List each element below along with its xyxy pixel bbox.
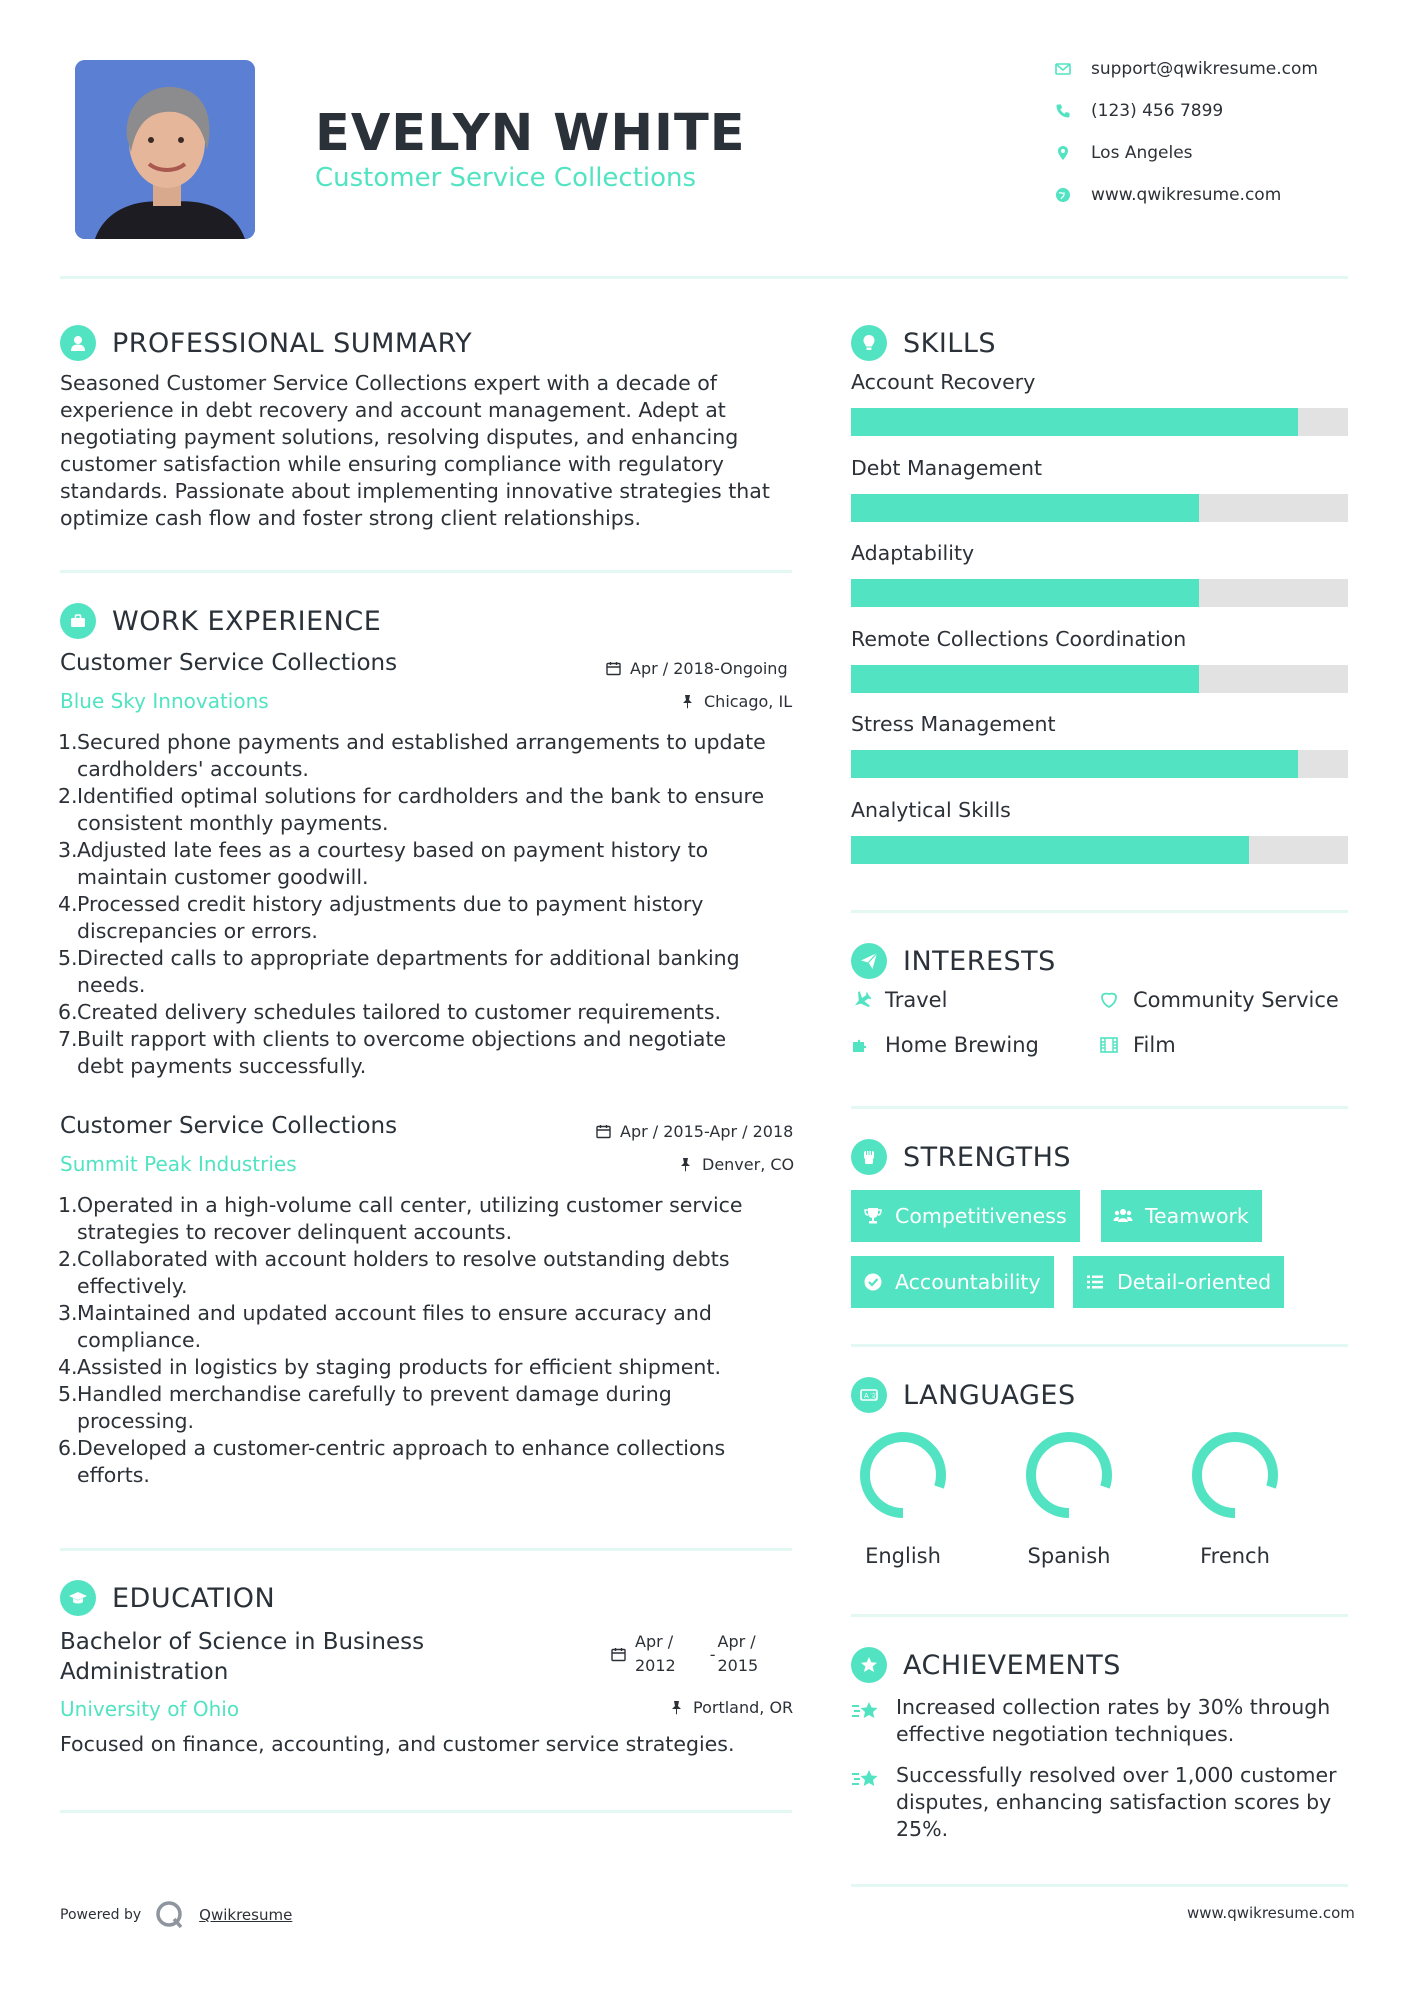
list-item (58, 891, 800, 945)
interests-divider (851, 1106, 1348, 1109)
summary-heading (60, 323, 472, 363)
language-label: French (1200, 1544, 1270, 1568)
header-divider (60, 276, 1348, 279)
job-1-duties (58, 729, 800, 1080)
skill-label: Stress Management (851, 712, 1056, 736)
list-item-text: Collaborated with account holders to resolve outstanding debts (77, 1247, 730, 1271)
list-item-number: 4. (58, 892, 78, 916)
footer-powered-by (60, 1900, 292, 1930)
list-item (58, 1192, 800, 1246)
list-item-text: Directed calls to appropriate departments for additional banking (77, 946, 740, 970)
strength-competitiveness-label: Competitiveness (895, 1204, 1067, 1228)
list-item (58, 783, 800, 837)
strength-accountability (851, 1256, 1054, 1308)
list-item-text-cont: strategies to recover delinquent accounts. (77, 1220, 513, 1244)
strength-detail-oriented-label: Detail-oriented (1117, 1270, 1272, 1294)
contact-location (1055, 138, 1375, 168)
qwikresume-logo-icon (155, 1900, 185, 1930)
list-item-text-cont: effectively. (77, 1274, 188, 1298)
skill-bar-fill (851, 836, 1249, 864)
lightbulb-icon (851, 325, 887, 361)
language-label: English (865, 1544, 941, 1568)
strengths-heading-text: STRENGTHS (903, 1141, 1072, 1173)
list-item (58, 729, 800, 783)
calendar-icon (596, 1124, 611, 1139)
job-2-location (678, 1155, 794, 1174)
job-2-location-text: Denver, CO (702, 1155, 795, 1174)
list-item-text-cont: efforts. (77, 1463, 150, 1487)
list-item-number: 1. (58, 730, 78, 754)
achievement-1-line1: Increased collection rates by 30% through (896, 1695, 1331, 1719)
briefcase-icon (60, 603, 96, 639)
interest-community-service-label: Community Service (1133, 988, 1339, 1012)
skill-label: Analytical Skills (851, 797, 1011, 822)
achievement-2 (851, 1762, 1351, 1843)
education-start (635, 1630, 676, 1678)
fist-icon (851, 1139, 887, 1175)
interest-film (1099, 1033, 1176, 1057)
summary-text: Seasoned Customer Service Collections expert with a decade of experience in debt recovery and account management. Adept at negotiating payment solutions, resolving disputes, and enhancing customer satisfaction while ensuring compliance with regulatory standards. Passionate about implementing innovative strategies that optimize cash flow and foster strong client relationships. (60, 371, 770, 530)
job-2-dates-text: Apr / 2015-Apr / 2018 (620, 1122, 794, 1141)
language-ring (858, 1430, 948, 1520)
job-2-company: Summit Peak Industries (60, 1152, 297, 1176)
shooting-star-icon (851, 1694, 896, 1748)
person-portrait-icon (75, 60, 255, 239)
list-item (58, 1246, 800, 1300)
job-2-dates (596, 1122, 793, 1141)
skill-bar (851, 408, 1348, 436)
list-item-number: 6. (58, 1000, 78, 1024)
list-item-number: 3. (58, 1301, 78, 1325)
list-item-number: 6. (58, 1436, 78, 1460)
email-icon (1055, 61, 1091, 77)
job-1-dates (606, 659, 788, 678)
interests-heading-text: INTERESTS (903, 945, 1056, 977)
interests-heading (851, 941, 1056, 981)
strengths-divider (851, 1344, 1348, 1347)
pushpin-icon (680, 694, 695, 709)
skill-label: Account Recovery (851, 370, 1036, 394)
skill-bar (851, 836, 1348, 864)
education-description: Focused on finance, accounting, and customer service strategies. (60, 1732, 735, 1756)
candidate-name: EVELYN WHITE (315, 104, 746, 163)
plane-icon (851, 990, 871, 1010)
list-item-text: Secured phone payments and established arrangements to update (77, 730, 766, 754)
community-icon (1099, 990, 1119, 1010)
language-ring (1190, 1430, 1280, 1520)
list-item-text: Adjusted late fees as a courtesy based on payment history to (77, 838, 709, 862)
education-start-month: Apr / (635, 1632, 674, 1651)
list-item (58, 1435, 800, 1489)
contact-phone[interactable] (1055, 96, 1375, 126)
contact-location-text: Los Angeles (1091, 143, 1193, 163)
interest-home-brewing (851, 1033, 1039, 1057)
list-icon (1085, 1272, 1105, 1292)
list-item (58, 1354, 800, 1381)
language-ring-arc (1197, 1437, 1273, 1513)
work-divider (60, 1548, 792, 1551)
strength-accountability-label: Accountability (895, 1270, 1041, 1294)
svg-text:文: 文 (870, 1392, 877, 1400)
list-item-number: 2. (58, 1247, 78, 1271)
list-item-number: 3. (58, 838, 78, 862)
skill-bar (851, 750, 1348, 778)
profile-photo (75, 60, 255, 239)
education-heading-text: EDUCATION (112, 1582, 276, 1614)
user-icon (60, 325, 96, 361)
users-icon (1113, 1206, 1133, 1226)
skills-heading (851, 323, 996, 363)
achievements-heading-text: ACHIEVEMENTS (903, 1649, 1121, 1681)
list-item-text-cont: processing. (77, 1409, 194, 1433)
achievement-1-line2: effective negotiation techniques. (896, 1722, 1235, 1746)
contact-email-text: support@qwikresume.com (1091, 59, 1318, 79)
language-ring-arc (1031, 1437, 1107, 1513)
achievement-1-text (896, 1694, 1330, 1748)
list-item-text: Identified optimal solutions for cardholders and the bank to ensure (77, 784, 765, 808)
trophy-icon (863, 1206, 883, 1226)
puzzle-icon (851, 1035, 871, 1055)
contact-phone-text: (123) 456 7899 (1091, 101, 1224, 121)
strength-teamwork-label: Teamwork (1145, 1204, 1249, 1228)
language-ring (1024, 1430, 1114, 1520)
contact-website[interactable] (1055, 180, 1375, 210)
list-item-number: 4. (58, 1355, 78, 1379)
list-item-number: 1. (58, 1193, 78, 1217)
education-end-month: Apr / (717, 1632, 756, 1651)
achievement-2-line1: Successfully resolved over 1,000 customer (896, 1763, 1337, 1787)
globe-icon (1055, 187, 1091, 203)
location-pin-icon (1055, 145, 1091, 161)
list-item-number: 2. (58, 784, 78, 808)
shooting-star-icon (851, 1762, 896, 1843)
skill-bar-fill (851, 750, 1298, 778)
education-start-year: 2012 (635, 1656, 676, 1675)
skill-bar-fill (851, 408, 1298, 436)
skill-label: Adaptability (851, 541, 975, 565)
language-icon (851, 1377, 887, 1413)
phone-icon (1055, 103, 1091, 119)
list-item-number: 5. (58, 946, 78, 970)
list-item-text-cont: needs. (77, 973, 146, 997)
degree-title-line2: Administration (60, 1659, 229, 1685)
work-heading (60, 601, 381, 641)
list-item (58, 837, 800, 891)
list-item (58, 1381, 800, 1435)
interest-travel-label: Travel (885, 988, 948, 1012)
list-item-text: Operated in a high-volume call center, utilizing customer service (77, 1193, 743, 1217)
skill-bar-fill (851, 665, 1199, 693)
achievement-2-line3: 25%. (896, 1817, 949, 1841)
work-heading-text: WORK EXPERIENCE (112, 605, 382, 637)
strengths-heading (851, 1137, 1071, 1177)
education-end-year: 2015 (717, 1656, 759, 1675)
achievements-divider (851, 1884, 1348, 1887)
list-item-text: Assisted in logistics by staging products for efficient shipment. (77, 1355, 721, 1379)
pushpin-icon (669, 1700, 684, 1715)
contact-website-text: www.qwikresume.com (1091, 185, 1282, 205)
list-item (58, 999, 800, 1026)
interest-home-brewing-label: Home Brewing (885, 1033, 1039, 1057)
strength-detail-oriented (1073, 1256, 1284, 1308)
skill-bar-fill (851, 494, 1199, 522)
list-item-text: Built rapport with clients to overcome objections and negotiate (77, 1027, 727, 1051)
skill-bar (851, 494, 1348, 522)
svg-text:A: A (864, 1392, 869, 1400)
skill-bar (851, 579, 1348, 607)
education-heading (60, 1578, 275, 1618)
language-label: Spanish (1027, 1544, 1111, 1568)
summary-heading-text: PROFESSIONAL SUMMARY (112, 327, 473, 359)
list-item-text-cont: debt payments successfully. (77, 1054, 367, 1078)
job-1-company: Blue Sky Innovations (60, 689, 269, 713)
languages-heading-text: LANGUAGES (903, 1379, 1076, 1411)
achievement-1 (851, 1694, 1351, 1748)
education-location-text: Portland, OR (693, 1698, 794, 1717)
strength-teamwork (1101, 1190, 1262, 1242)
language-ring-arc (865, 1437, 941, 1513)
achievement-2-text (896, 1762, 1337, 1843)
calendar-icon (606, 661, 621, 676)
achievement-2-line2: disputes, enhancing satisfaction scores by (896, 1790, 1332, 1814)
interest-community-service (1099, 988, 1339, 1012)
school-name: University of Ohio (60, 1697, 240, 1721)
list-item-text: Maintained and updated account files to ensure accuracy and (77, 1301, 712, 1325)
job-2-title: Customer Service Collections (60, 1113, 398, 1139)
list-item (58, 1026, 800, 1080)
list-item-text-cont: maintain customer goodwill. (77, 865, 369, 889)
skills-heading-text: SKILLS (903, 327, 997, 359)
list-item-text-cont: consistent monthly payments. (77, 811, 389, 835)
film-icon (1099, 1035, 1119, 1055)
contact-email[interactable] (1055, 54, 1375, 84)
paper-plane-icon (851, 943, 887, 979)
list-item-text-cont: discrepancies or errors. (77, 919, 318, 943)
list-item-text: Handled merchandise carefully to prevent damage during (77, 1382, 672, 1406)
job-1-title: Customer Service Collections (60, 650, 398, 676)
education-dates (611, 1630, 758, 1678)
job-1-location-text: Chicago, IL (704, 692, 793, 711)
check-circle-icon (863, 1272, 883, 1292)
education-location (669, 1698, 793, 1717)
list-item (58, 945, 800, 999)
interest-travel (851, 988, 947, 1012)
list-item-number: 7. (58, 1027, 78, 1051)
skills-divider (851, 910, 1348, 913)
list-item-text: Created delivery schedules tailored to customer requirements. (77, 1000, 722, 1024)
list-item-text-cont: cardholders' accounts. (77, 757, 309, 781)
pushpin-icon (678, 1157, 693, 1172)
list-item-number: 5. (58, 1382, 78, 1406)
strength-competitiveness (851, 1190, 1080, 1242)
job-1-location (680, 692, 792, 711)
job-1-dates-text: Apr / 2018-Ongoing (630, 659, 788, 678)
powered-by-text: Powered by (60, 1907, 142, 1923)
achievements-heading (851, 1645, 1121, 1685)
skill-label: Remote Collections Coordination (851, 626, 1187, 651)
list-item-text-cont: compliance. (77, 1328, 202, 1352)
skill-label: Debt Management (851, 455, 1043, 480)
job-2-duties (58, 1192, 800, 1489)
interest-film-label: Film (1133, 1033, 1176, 1057)
skill-bar (851, 665, 1348, 693)
list-item-text: Processed credit history adjustments due to payment history (77, 892, 704, 916)
list-item-text: Developed a customer-centric approach to enhance collections (77, 1436, 726, 1460)
footer-url[interactable]: www.qwikresume.com (1187, 1904, 1355, 1922)
candidate-role: Customer Service Collections (315, 163, 697, 193)
education-divider (60, 1810, 792, 1813)
qwikresume-link[interactable]: Qwikresume (199, 1906, 293, 1924)
languages-divider (851, 1614, 1348, 1617)
graduation-icon (60, 1580, 96, 1616)
degree-title (60, 1627, 424, 1687)
calendar-icon (611, 1647, 626, 1662)
list-item (58, 1300, 800, 1354)
languages-heading (851, 1375, 1076, 1415)
education-date-separator: - (709, 1644, 716, 1664)
star-badge-icon (851, 1647, 887, 1683)
degree-title-line1: Bachelor of Science in Business (60, 1629, 425, 1655)
education-end (718, 1630, 759, 1678)
skill-bar-fill (851, 579, 1199, 607)
summary-divider (60, 570, 792, 573)
